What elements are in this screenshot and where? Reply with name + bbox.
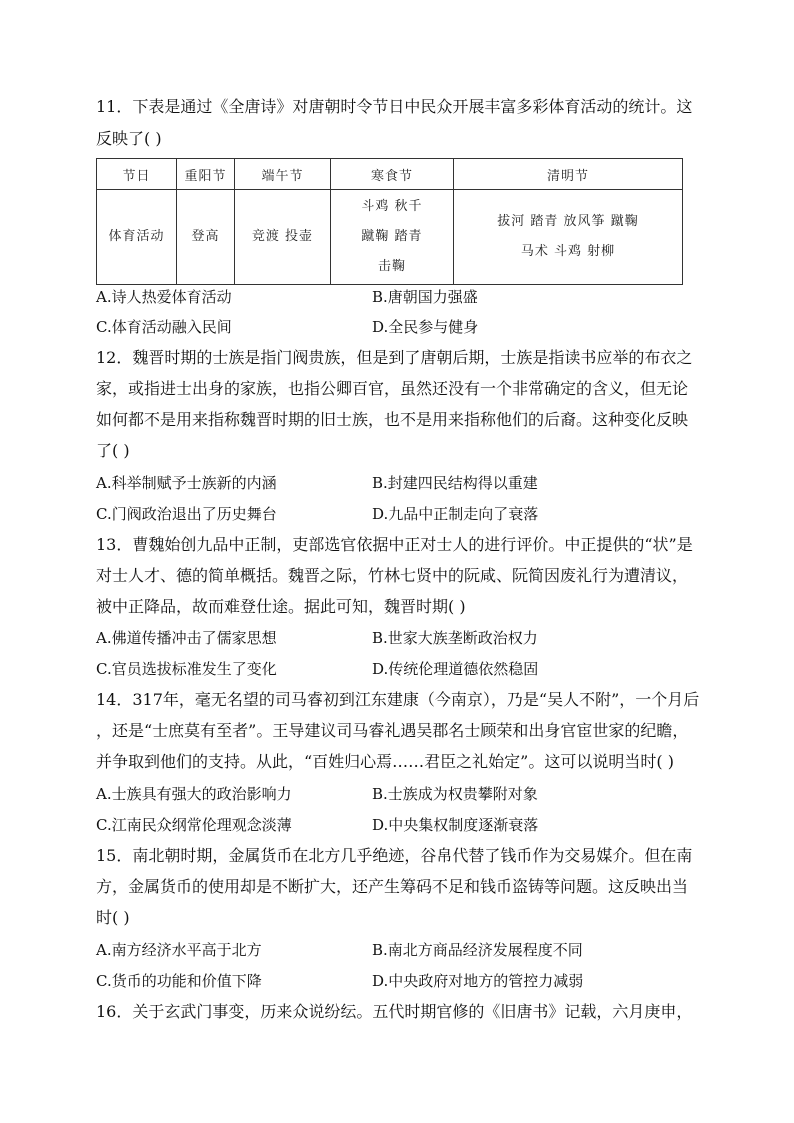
table-header-cell: 寒食节 — [331, 159, 454, 190]
q15-stem-line-2: 方，金属货币的使用却是不断扩大，还产生筹码不足和钱币盗铸等问题。这反映出当 — [96, 877, 689, 896]
q12-stem-line-1: 12．魏晋时期的士族是指门阀贵族，但是到了唐朝后期，士族是指读书应举的布衣之 — [96, 348, 693, 367]
table-cell-line: 马术 斗鸡 射柳 — [520, 244, 616, 259]
q12-stem-line-2: 家，或指进士出身的家族，也指公卿百官，虽然还没有一个非常确定的含义，但无论 — [96, 379, 689, 398]
table-row-label: 体育活动 — [97, 190, 177, 285]
q11-stem-line-2: 反映了( ) — [96, 129, 162, 148]
q13-stem-line-2: 对士人才、德的简单概括。魏晋之际，竹林七贤中的阮咸、阮简因废礼行为遭清议， — [96, 566, 689, 585]
q14-option-a[interactable]: A.士族具有强大的政治影响力 — [96, 785, 292, 803]
q14-option-b[interactable]: B.士族成为权贵攀附对象 — [372, 785, 538, 803]
q15-option-d[interactable]: D.中央政府对地方的管控力减弱 — [372, 972, 584, 990]
table-header-cell: 节日 — [97, 159, 177, 190]
q14-stem-line-1: 14．317年，毫无名望的司马睿初到江东建康（今南京），乃是“吴人不附”，一个月后 — [96, 690, 700, 709]
q11-festival-table — [96, 158, 683, 285]
q12-option-a[interactable]: A.科举制赋予士族新的内涵 — [96, 474, 277, 492]
q13-option-d[interactable]: D.传统伦理道德依然稳固 — [372, 660, 539, 678]
table-header-cell: 端午节 — [235, 159, 331, 190]
q12-option-c[interactable]: C.门阀政治退出了历史舞台 — [96, 505, 277, 523]
q12-stem-line-4: 了( ) — [96, 441, 130, 460]
table-cell-line: 击鞠 — [377, 259, 406, 274]
table-cell-chongyang: 登高 — [177, 190, 235, 285]
table-cell-duanwu: 竞渡 投壶 — [235, 190, 331, 285]
q14-stem-line-2: ，还是“士庶莫有至者”。王导建议司马睿礼遇吴郡名士顾荣和出身官宦世家的纪瞻， — [96, 721, 689, 740]
q11-option-b[interactable]: B.唐朝国力强盛 — [372, 288, 478, 306]
q15-option-b[interactable]: B.南北方商品经济发展程度不同 — [372, 941, 583, 959]
q13-option-a[interactable]: A.佛道传播冲击了儒家思想 — [96, 629, 277, 647]
q14-option-d[interactable]: D.中央集权制度逐渐衰落 — [372, 816, 539, 834]
q11-option-d[interactable]: D.全民参与健身 — [372, 318, 479, 336]
q14-stem-line-3: 并争取到他们的支持。从此，“百姓归心焉……君臣之礼始定”。这可以说明当时( ) — [96, 752, 674, 771]
q12-option-b[interactable]: B.封建四民结构得以重建 — [372, 474, 538, 492]
q12-stem-line-3: 如何都不是用来指称魏晋时期的旧士族，也不是用来指称他们的后裔。这种变化反映 — [96, 410, 689, 429]
q11-stem-line-1: 11．下表是通过《全唐诗》对唐朝时令节日中民众开展丰富多彩体育活动的统计。这 — [96, 97, 693, 116]
table-header-row — [97, 159, 683, 190]
table-cell-qingming — [454, 190, 683, 285]
table-row — [97, 190, 683, 285]
q16-stem-line-1: 16．关于玄武门事变，历来众说纷纭。五代时期官修的《旧唐书》记载，六月庚申， — [96, 1002, 693, 1021]
q15-option-c[interactable]: C.货币的功能和价值下降 — [96, 972, 262, 990]
q11-option-c[interactable]: C.体育活动融入民间 — [96, 318, 232, 336]
table-cell-line: 蹴鞠 踏青 — [361, 229, 423, 244]
q15-stem-line-1: 15．南北朝时期，金属货币在北方几乎绝迹，谷帛代替了钱币作为交易媒介。但在南 — [96, 846, 693, 865]
table-header-cell: 清明节 — [454, 159, 683, 190]
q13-option-b[interactable]: B.世家大族垄断政治权力 — [372, 629, 538, 647]
q15-stem-line-3: 时( ) — [96, 908, 130, 927]
table-cell-line: 斗鸡 秋千 — [361, 199, 423, 214]
table-cell-hanshi — [331, 190, 454, 285]
q15-option-a[interactable]: A.南方经济水平高于北方 — [96, 941, 262, 959]
q13-stem-line-3: 被中正降品，故而难登仕途。据此可知，魏晋时期( ) — [96, 597, 466, 616]
q13-stem-line-1: 13．曹魏始创九品中正制，吏部选官依据中正对士人的进行评价。中正提供的“状”是 — [96, 535, 693, 554]
table-header-cell: 重阳节 — [177, 159, 235, 190]
q11-option-a[interactable]: A.诗人热爱体育活动 — [96, 288, 232, 306]
q13-option-c[interactable]: C.官员选拔标准发生了变化 — [96, 660, 277, 678]
q14-option-c[interactable]: C.江南民众纲常伦理观念淡薄 — [96, 816, 292, 834]
q12-option-d[interactable]: D.九品中正制走向了衰落 — [372, 505, 539, 523]
table-cell-line: 拔河 踏青 放风筝 蹴鞠 — [497, 214, 639, 229]
